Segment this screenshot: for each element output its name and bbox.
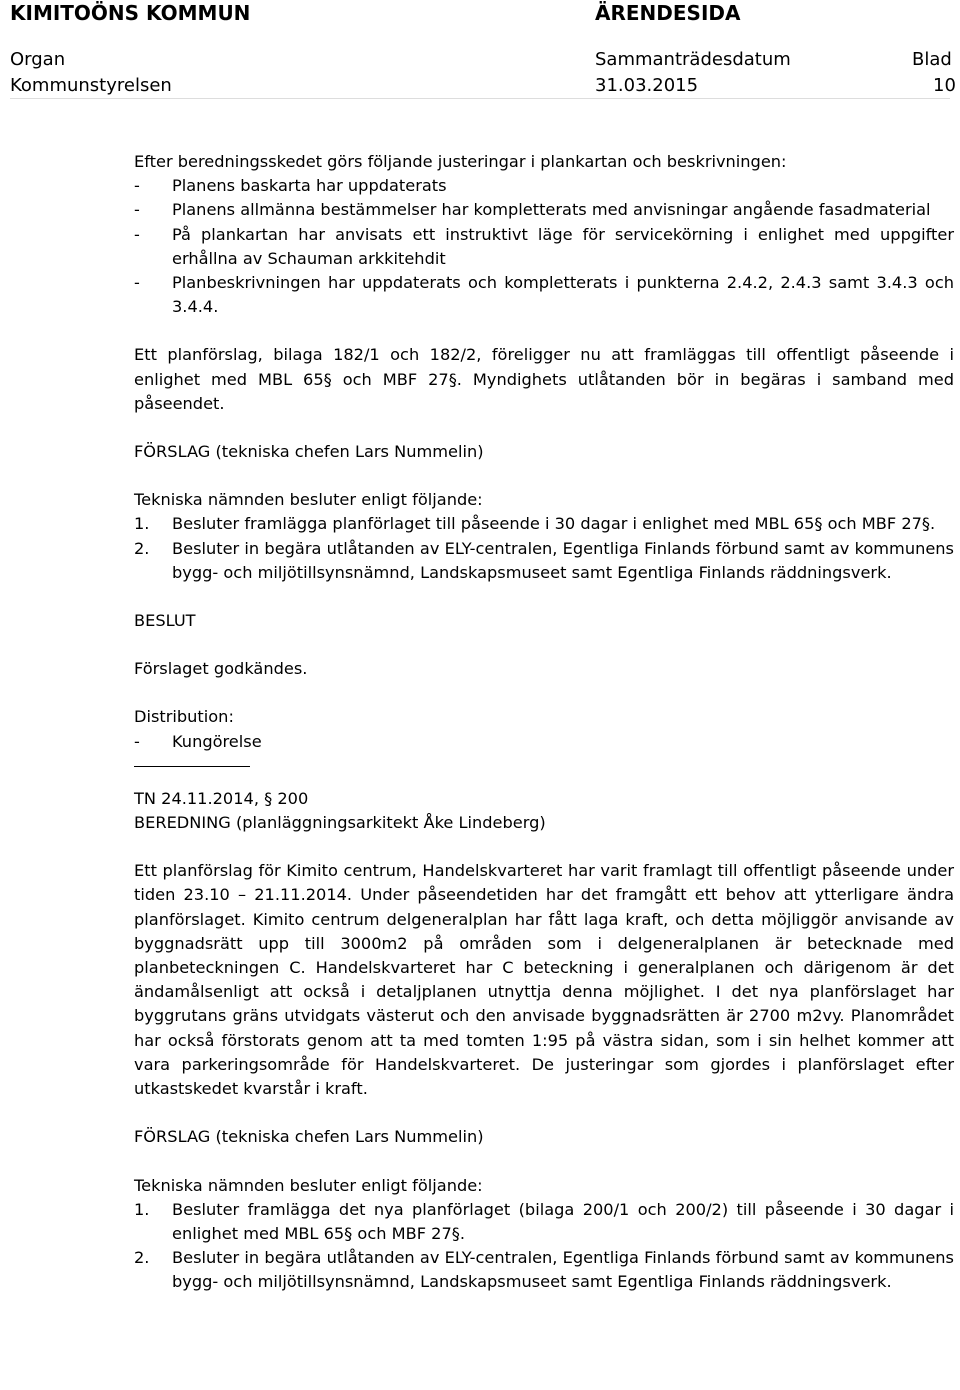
list-item: - Planens allmänna bestämmelser har kompletterats med anvisningar angående fasadmaterial (134, 200, 931, 220)
page-value: 10 (933, 75, 956, 96)
document-body (134, 150, 954, 1295)
header-divider (10, 98, 950, 99)
beslut-text: Förslaget godkändes. (134, 659, 308, 679)
separator-line (134, 766, 250, 767)
decides-heading: Tekniska nämnden besluter enligt följande: (134, 490, 483, 510)
proposal-title: FÖRSLAG (tekniska chefen Lars Nummelin) (134, 1127, 484, 1147)
list-item: - På plankartan har anvisats ett instruktivt läge för servicekörning i enlighet med uppgifter erhållna av Schauman arkkitehdit (134, 224, 954, 268)
tn-reference: TN 24.11.2014, § 200 (134, 788, 309, 808)
decision-item: 2. Besluter in begära utlåtanden av ELY-centralen, Egentliga Finlands förbund samt av kommunens bygg- och miljötillsynsnämnd, Landskapsmuseet samt Egentliga Finlands räddningsverk. (134, 538, 954, 582)
beredning-paragraph: Ett planförslag för Kimito centrum, Handelskvarteret har varit framlagt till offentligt påseende under tiden 23.10 – 21.11.2014. Under påseendetiden har det framgått ett behov att ytterligare ändra planförslaget. Kimito centrum delgeneralplan har fått laga kraft, och detta möjliggör anvisande av byggnadsrätt upp till 3000m2 på områden som i delgeneralplanen är betecknade med planbeteckningen C. Handelskvarteret har C beteckning i generalplanen och därigenom är det ändamålsenligt att också i detaljplanen utnyttja denna möjlighet. I det nya planförslaget har byggrutans gräns utvidgats västerut och den anvisade byggnadsrätten är 2700 m2vy. Planområdet har också förstorats genom att ta med tomten 1:95 på västra sidan, som i sin helhet kommer att vara parkeringsområde för Handelskvarteret. De justeringar som gjordes i planförslaget efter utkastskedet kvarstår i kraft. (134, 861, 954, 1099)
decides-heading: Tekniska nämnden besluter enligt följande: (134, 1175, 483, 1195)
list-item: - Planbeskrivningen har uppdaterats och kompletterats i punkterna 2.4.2, 2.4.3 samt 3.4.3 och 3.4.4. (134, 273, 954, 317)
organ-value: Kommunstyrelsen (10, 75, 172, 96)
decision-item: 1. Besluter framlägga planförlaget till påseende i 30 dagar i enlighet med MBL 65§ och MBF 27§. (134, 514, 936, 534)
decision-item: 2. Besluter in begära utlåtanden av ELY-centralen, Egentliga Finlands förbund samt av kommunens bygg- och miljötillsynsnämnd, Landskapsmuseet samt Egentliga Finlands räddningsverk. (134, 1248, 954, 1292)
distribution-item: - Kungörelse (134, 731, 262, 751)
intro-paragraph: Efter beredningsskedet görs följande justeringar i plankartan och beskrivningen: (134, 152, 787, 171)
proposal-title: FÖRSLAG (tekniska chefen Lars Nummelin) (134, 442, 484, 462)
municipality-title: KIMITOÖNS KOMMUN (10, 1, 251, 25)
list-item: - Planens baskarta har uppdaterats (134, 176, 447, 196)
proposal-paragraph: Ett planförslag, bilaga 182/1 och 182/2, föreligger nu att framläggas till offentligt påseende i enlighet med MBL 65§ och MBF 27§. Myndighets utlåtanden bör in begäras i samband med påseendet. (134, 345, 954, 413)
page-label: Blad (912, 49, 952, 70)
date-label: Sammanträdesdatum (595, 49, 791, 70)
beslut-title: BESLUT (134, 611, 196, 631)
distribution-title: Distribution: (134, 707, 234, 727)
decision-item: 1. Besluter framlägga det nya planförlaget (bilaga 200/1 och 200/2) till påseende i 30 dagar i enlighet med MBL 65§ och MBF 27§. (134, 1199, 954, 1243)
document-type-title: ÄRENDESIDA (595, 1, 741, 25)
organ-label: Organ (10, 49, 66, 70)
date-value: 31.03.2015 (595, 75, 699, 96)
beredning-title: BEREDNING (planläggningsarkitekt Åke Lindeberg) (134, 813, 546, 833)
